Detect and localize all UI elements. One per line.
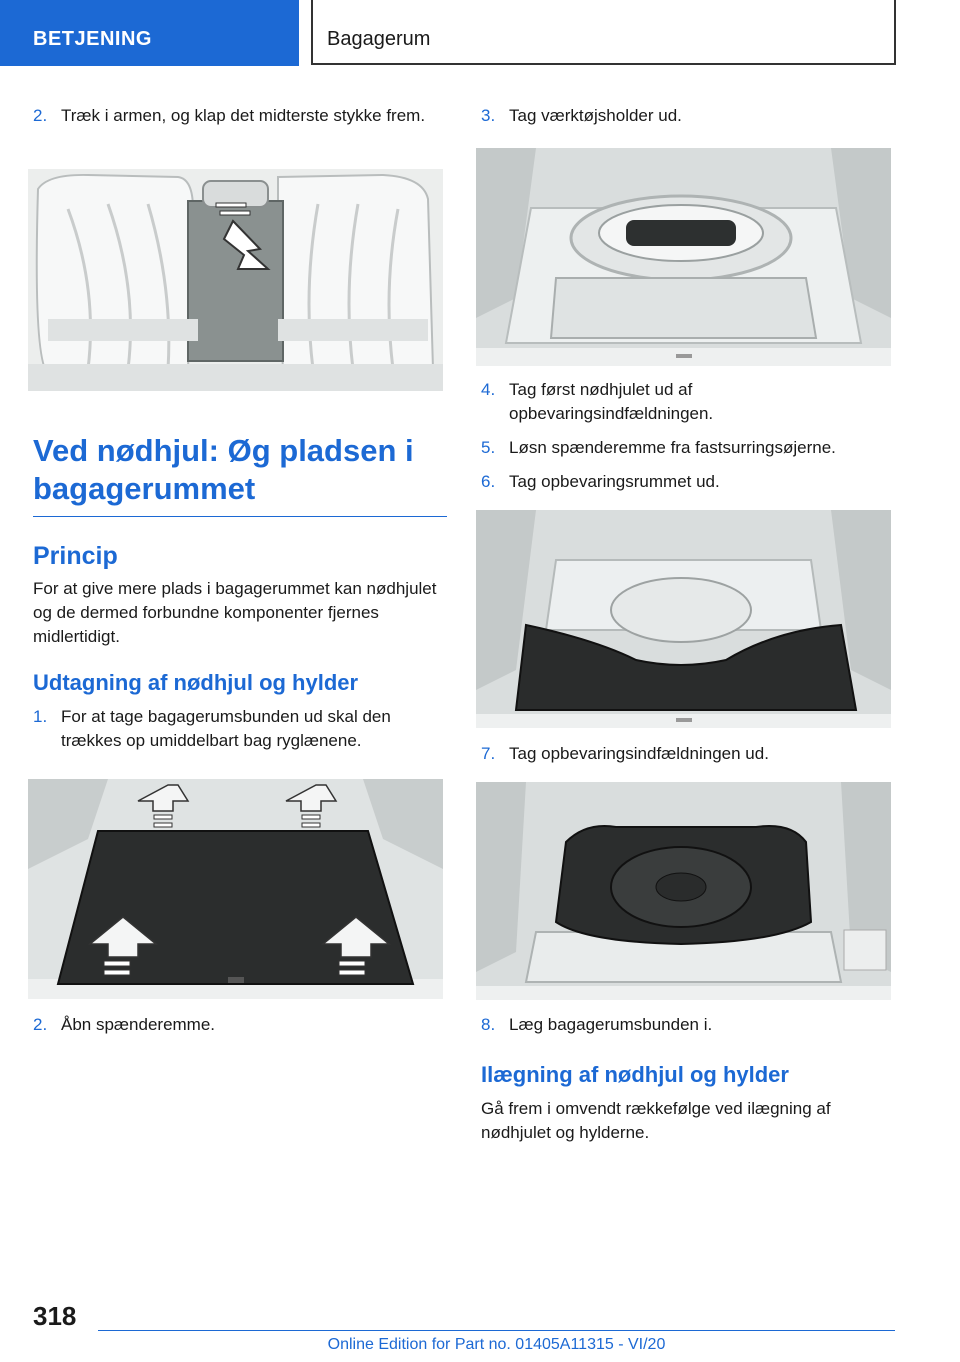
step-number: 2.: [33, 106, 48, 125]
step-text: Træk i armen, og klap det midterste stykke frem.: [61, 106, 426, 125]
step-item: [481, 436, 895, 460]
step-item: [481, 1013, 895, 1037]
step-text: Tag opbevaringsrummet ud.: [509, 472, 720, 491]
principle-text: For at give mere plads i bagagerummet kan nødhjulet og de dermed forbundne komponenter fjernes midlertidigt.: [33, 579, 437, 646]
step-text: Læg bagagerumsbunden i.: [509, 1015, 713, 1034]
section-tab: BETJENING: [0, 0, 299, 66]
step-text: Tag først nødhjulet ud af opbevaringsindfældningen.: [509, 380, 714, 423]
installation-text: Gå frem i omvendt rækkefølge ved ilægning af nødhjulet og hylderne.: [481, 1099, 831, 1142]
step-number: 2.: [33, 1015, 48, 1034]
figure-rear-seat: [28, 169, 443, 391]
right-column: [481, 104, 895, 128]
step-number: 1.: [33, 707, 48, 726]
subheading-principle: Princip: [33, 542, 118, 570]
left-column-footer-step: [33, 1013, 447, 1037]
figure-trunk-floor: [28, 779, 443, 999]
right-column-end: [481, 1013, 895, 1145]
step-item: [481, 470, 895, 494]
step-number: 4.: [481, 380, 496, 399]
step-number: 7.: [481, 744, 496, 763]
footer-edition: Online Edition for Part no. 01405A11315 - VI/20: [327, 1336, 666, 1353]
step-text: Åbn spænderemme.: [61, 1015, 216, 1034]
step-text: For at tage bagagerumsbunden ud skal den trækkes op umiddelbart bag ryglænene.: [61, 707, 391, 750]
page-header-title: Bagagerum: [311, 0, 896, 65]
left-column: [33, 104, 447, 128]
subheading-removal: Udtagning af nødhjul og hylder: [33, 670, 359, 695]
page-number: 318: [33, 1301, 77, 1331]
step-text: Tag opbevaringsindfældningen ud.: [509, 744, 769, 763]
right-column-step7: [481, 742, 895, 766]
step-number: 6.: [481, 472, 496, 491]
right-column-mid: [481, 378, 895, 494]
left-column-body: [33, 432, 447, 753]
step-text: Løsn spænderemme fra fastsurringsøjerne.: [509, 438, 836, 457]
step-item: [33, 1013, 447, 1037]
subheading-installation: Ilægning af nødhjul og hylder: [481, 1062, 789, 1087]
step-number: 5.: [481, 438, 496, 457]
step-item: [33, 705, 447, 753]
figure-storage-recess: [476, 782, 891, 1000]
footer-divider: [98, 1330, 895, 1331]
step-item: [481, 378, 895, 426]
figure-tool-holder: [476, 148, 891, 366]
figure-storage-compartment: [476, 510, 891, 728]
step-number: 3.: [481, 106, 496, 125]
step-item: [33, 104, 447, 128]
step-item: [481, 742, 895, 766]
section-heading: Ved nødhjul: Øg pladsen i bagagerummet: [33, 432, 447, 517]
step-item: [481, 104, 895, 128]
step-number: 8.: [481, 1015, 496, 1034]
step-text: Tag værktøjsholder ud.: [509, 106, 682, 125]
